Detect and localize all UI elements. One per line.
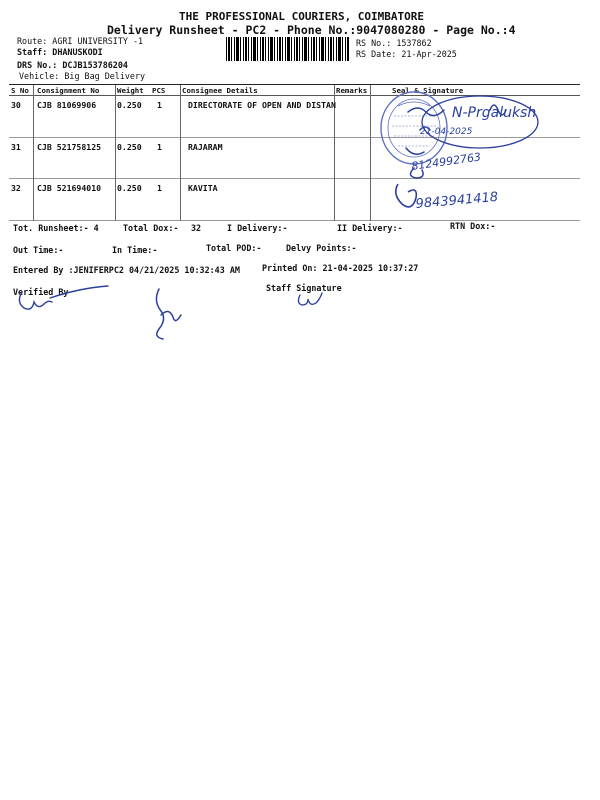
table-cell-consignment: CJB 521694010 [37,183,102,193]
seal-stamp-icon [370,82,570,222]
handwritten-receiver-name: N-Prgaluksh [452,105,537,121]
i-delivery-label: I Delivery:- [227,223,288,233]
col-header-pcs: PCS [152,86,166,95]
ii-delivery-label: II Delivery:- [337,223,403,233]
verified-by-signature-2 [145,285,190,345]
entered-by: Entered By :JENIFERPC2 04/21/2025 10:32:43 AM [13,265,240,275]
table-cell-consignment: CJB 521758125 [37,142,102,152]
verified-by-label: Verified By [13,287,69,297]
table-cell-sno: 31 [11,142,21,152]
verified-by-signature [10,282,120,316]
in-time-label: In Time:- [112,245,158,255]
out-time-label: Out Time:- [13,245,64,255]
col-header-remarks: Remarks [336,86,368,95]
table-cell-pcs: 1 [157,183,162,193]
tot-runsheet: Tot. Runsheet:- 4 [13,223,99,233]
table-cell-consignment: CJB 81069906 [37,100,97,110]
rtn-dox-label: RTN Dox:- [450,221,496,231]
column-divider [115,85,116,221]
runsheet-subtitle: Delivery Runsheet - PC2 - Phone No.:9047080280 - Page No.:4 [107,23,516,37]
column-divider [180,85,181,221]
staff-signature-label: Staff Signature [266,283,342,293]
column-divider [33,85,34,221]
handwritten-phone-row2: 8124992763 [410,150,482,173]
col-header-weight: Weight [117,86,144,95]
printed-on: Printed On: 21-04-2025 10:37:27 [262,263,419,273]
table-cell-pcs: 1 [157,100,162,110]
table-cell-weight: 0.250 [117,100,142,110]
handwritten-date: 21-04-2025 [420,127,473,137]
table-cell-sno: 30 [11,100,21,110]
table-cell-weight: 0.250 [117,183,142,193]
total-dox-value: 32 [191,223,202,233]
barcode-image [226,37,350,61]
col-header-seal-signature: Seal & Signature [392,86,464,95]
table-cell-consignee: DIRECTORATE OF OPEN AND DISTAN [188,100,336,110]
staff-label: Staff: DHANUSKODI [17,47,103,57]
table-cell-sno: 32 [11,183,21,193]
rs-number: RS No.: 1537862 [356,38,432,48]
delvy-points-label: Delvy Points:- [286,243,357,253]
table-cell-weight: 0.250 [117,142,142,152]
company-title: THE PROFESSIONAL COURIERS, COIMBATORE [179,10,425,23]
handwritten-phone-row3: 9843941418 [415,189,499,212]
drs-number: DRS No.: DCJB153786204 [17,60,128,70]
rs-date: RS Date: 21-Apr-2025 [356,49,457,59]
total-pod-label: Total POD:- [206,243,262,253]
staff-signature [294,291,324,311]
table-cell-consignee: KAVITA [188,183,218,193]
vehicle-label: Vehicle: Big Bag Delivery [19,71,146,81]
col-header-consignee: Consignee Details [182,86,258,95]
col-header-consignment: Consignment No [37,86,100,95]
total-dox-label: Total Dox:- [123,223,179,233]
handwritten-signature-row3 [396,184,417,207]
table-cell-pcs: 1 [157,142,162,152]
col-header-sno: S No [11,86,29,95]
route-label: Route: AGRI UNIVERSITY -1 [17,36,144,46]
table-cell-consignee: RAJARAM [188,142,223,152]
